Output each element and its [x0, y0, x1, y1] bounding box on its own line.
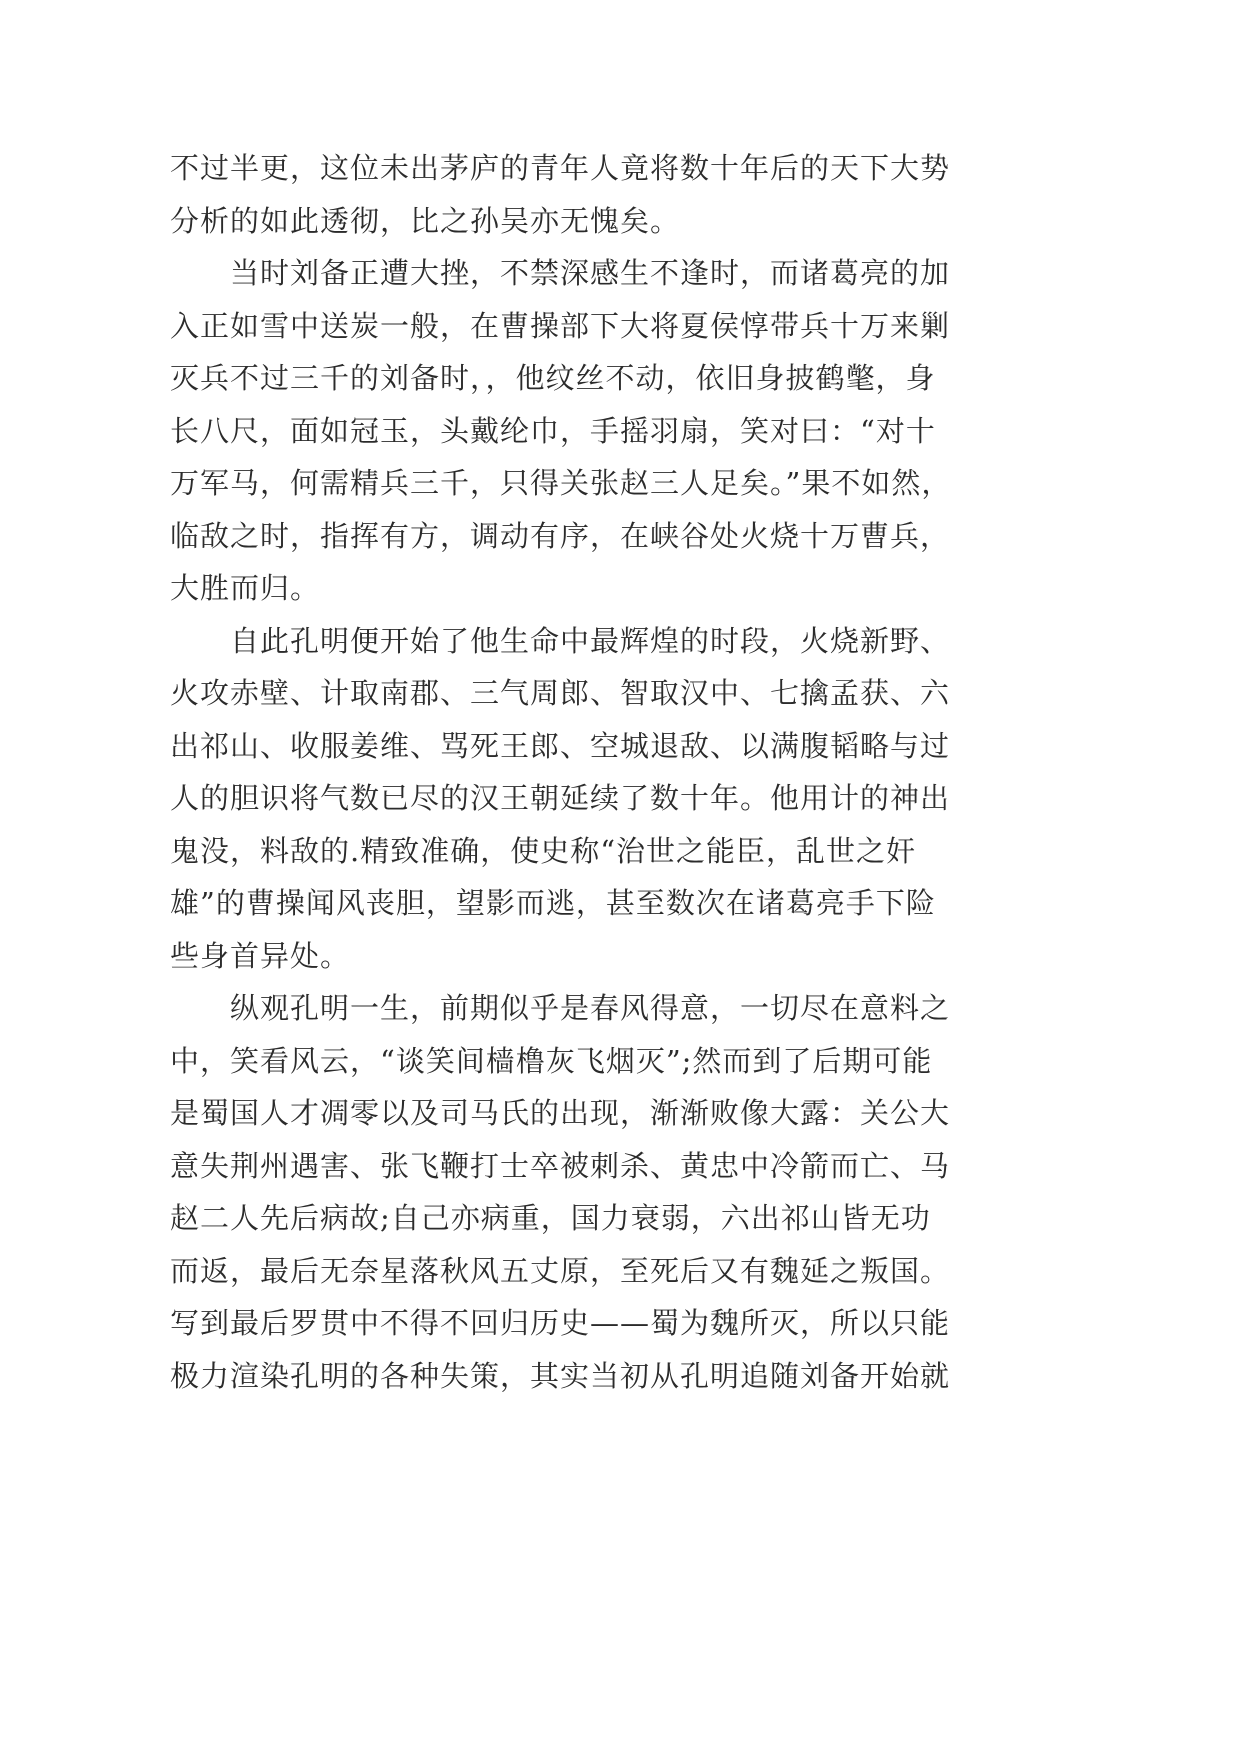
text-line: 当时刘备正遭大挫，不禁深感生不逢时，而诸葛亮的加 — [230, 256, 951, 290]
text-line: 入正如雪中送炭一般，在曹操部下大将夏侯惇带兵十万来剿 — [170, 308, 951, 343]
paragraph — [170, 247, 970, 615]
text-line: 火攻赤壁、计取南郡、三气周郎、智取汉中、七擒孟获、六 — [170, 676, 951, 710]
paragraph — [170, 982, 970, 1402]
text-line: 写到最后罗贯中不得不回归历史——蜀为魏所灭，所以只能 — [170, 1306, 951, 1340]
paragraph — [170, 615, 970, 983]
text-line: 纵观孔明一生，前期似乎是春风得意，一切尽在意料之 — [230, 991, 951, 1025]
text-line: 是蜀国人才凋零以及司马氏的出现，渐渐败像大露：关公大 — [170, 1096, 951, 1130]
text-line: 大胜而归。 — [170, 571, 321, 605]
text-line: 中，笑看风云，“谈笑间樯橹灰飞烟灭”;然而到了后期可能 — [170, 1043, 933, 1078]
text-line: 人的胆识将气数已尽的汉王朝延续了数十年。他用计的神出 — [170, 781, 951, 815]
text-line: 而返，最后无奈星落秋风五丈原，至死后又有魏延之叛国。 — [170, 1253, 951, 1288]
text-line: 出祁山、收服姜维、骂死王郎、空城退敌、以满腹韬略与过 — [170, 728, 951, 763]
text-line: 长八尺，面如冠玉，头戴纶巾，手摇羽扇，笑对曰：“对十 — [170, 413, 936, 448]
text-line: 分析的如此透彻，比之孙吴亦无愧矣。 — [170, 203, 681, 238]
text-line: 些身首异处。 — [170, 938, 351, 973]
text-line: 鬼没，料敌的.精致准确，使史称“治世之能臣，乱世之奸 — [170, 833, 917, 868]
text-line: 万军马，何需精兵三千，只得关张赵三人足矣。”果不如然， — [170, 466, 952, 500]
text-line: 雄”的曹操闻风丧胆，望影而逃，甚至数次在诸葛亮手下险 — [170, 886, 936, 920]
body-text — [170, 142, 970, 1402]
text-line: 极力渲染孔明的各种失策，其实当初从孔明追随刘备开始就 — [170, 1358, 951, 1393]
paragraph — [170, 142, 970, 247]
text-line: 自此孔明便开始了他生命中最辉煌的时段，火烧新野、 — [230, 623, 951, 658]
text-line: 临敌之时，指挥有方，调动有序，在峡谷处火烧十万曹兵， — [170, 518, 951, 553]
text-line: 意失荆州遇害、张飞鞭打士卒被刺杀、黄忠中冷箭而亡、马 — [170, 1148, 951, 1183]
text-line: 赵二人先后病故;自己亦病重，国力衰弱，六出祁山皆无功 — [170, 1201, 931, 1235]
text-line: 不过半更，这位未出茅庐的青年人竟将数十年后的天下大势 — [170, 151, 951, 185]
text-line: 灭兵不过三千的刘备时，，他纹丝不动，依旧身披鹤氅，身 — [170, 361, 936, 395]
